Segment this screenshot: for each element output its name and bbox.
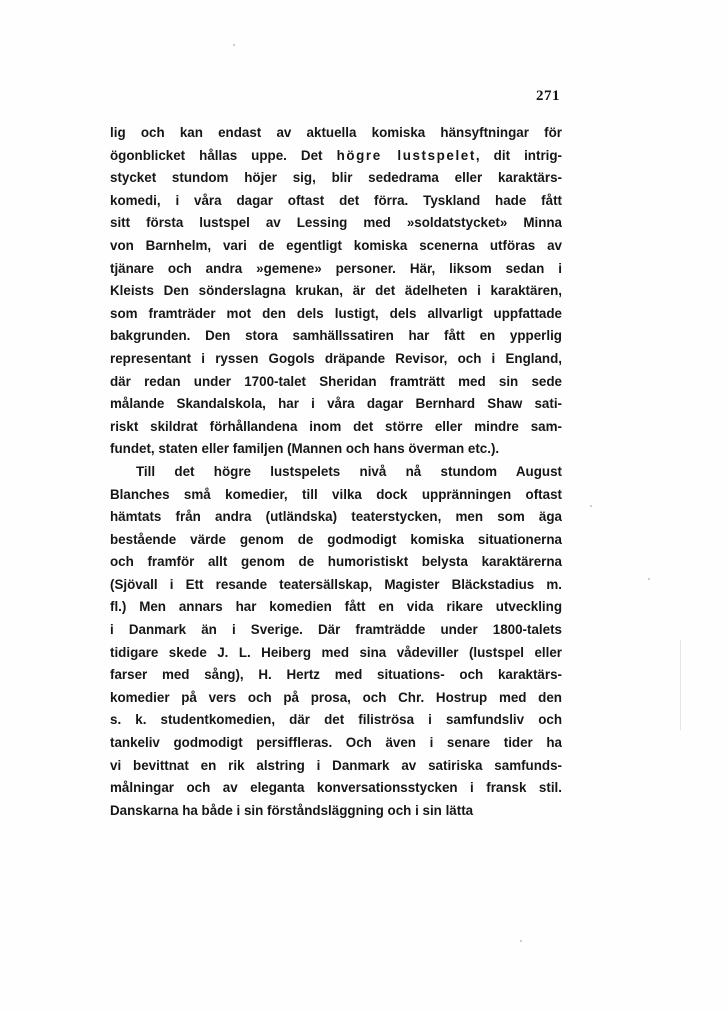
text-line (110, 596, 562, 619)
text-line (110, 687, 562, 710)
text-segment: , dit intrig- (475, 147, 563, 163)
text-line (110, 777, 562, 800)
text-line (110, 800, 562, 823)
text-segment: tidigare skede J. L. Heiberg med sina vådeviller (lustspel eller (110, 644, 562, 660)
text-line (110, 619, 562, 642)
text-segment: där redan under 1700-talet Sheridan framträtt med sin sede (110, 373, 562, 389)
text-line (110, 303, 562, 326)
text-line (110, 371, 562, 394)
text-segment: fl.) Men annars har komedien fått en vida rikare utveckling (110, 599, 562, 615)
text-segment: (Sjövall i Ett resande teatersällskap, Magister Bläckstadius m. (110, 576, 562, 592)
text-line (110, 529, 562, 552)
text-line (110, 551, 562, 574)
text-line (110, 574, 562, 597)
text-line (110, 506, 562, 529)
text-line (110, 258, 562, 281)
body-text (110, 122, 562, 822)
text-line (110, 484, 562, 507)
paper-speck (233, 44, 235, 46)
text-line (110, 755, 562, 778)
text-segment: Kleists Den sönderslagna krukan, är det ädelheten i karaktären, (110, 283, 562, 299)
text-segment: riskt skildrat förhållandena inom det större eller mindre sam- (110, 418, 562, 434)
text-line (110, 732, 562, 755)
paper-crease (680, 640, 681, 730)
text-segment: vi bevittnat en rik alstring i Danmark av satiriska samfunds- (110, 757, 562, 773)
text-line (110, 280, 562, 303)
text-segment: ögonblicket hållas uppe. Det (110, 147, 337, 163)
text-line (110, 235, 562, 258)
text-segment: sitt första lustspel av Lessing med »soldatstycket» Minna (110, 215, 562, 231)
paper-speck (520, 940, 522, 942)
text-line (110, 122, 562, 145)
text-line (110, 325, 562, 348)
text-segment: stycket stundom höjer sig, blir sededrama eller karaktärs- (110, 170, 562, 186)
text-segment: farser med sång), H. Hertz med situations- och karaktärs- (110, 667, 562, 683)
text-segment: tankeliv godmodigt persiffleras. Och även i senare tider ha (110, 735, 562, 751)
text-line (110, 348, 562, 371)
text-line (110, 461, 562, 484)
text-segment: lig och kan endast av aktuella komiska hänsyftningar för (110, 125, 562, 140)
text-segment: Danskarna ha både i sin förståndsläggning och i sin lätta (110, 802, 474, 818)
paper-speck (648, 578, 650, 580)
text-segment: fundet, staten eller familjen (Mannen och hans överman etc.). (110, 441, 500, 457)
text-segment: hämtats från andra (utländska) teaterstycken, men som äga (110, 509, 562, 525)
text-segment: komedi, i våra dagar oftast det förra. Tyskland hade fått (110, 192, 562, 208)
text-segment: s. k. studentkomedien, där det filiströsa i samfundsliv och (110, 712, 562, 728)
text-segment: målande Skandalskola, har i våra dagar Bernhard Shaw sati- (110, 396, 562, 412)
text-line (110, 438, 562, 461)
text-segment: i Danmark än i Sverige. Där framträdde under 1800-talets (110, 622, 562, 638)
text-segment: bestående värde genom de godmodigt komiska situationerna (110, 531, 562, 547)
text-segment: representant i ryssen Gogols dräpande Revisor, och i England, (110, 350, 562, 366)
text-segment: som framträder mot den dels lustigt, dels allvarligt uppfattade (110, 305, 562, 321)
text-line (110, 190, 562, 213)
text-segment: Blanches små komedier, till vilka dock uppränningen oftast (110, 486, 562, 502)
text-line (110, 145, 562, 168)
text-segment: komedier på vers och på prosa, och Chr. Hostrup med den (110, 689, 562, 705)
text-segment: och framför allt genom de humoristiskt belysta karaktärerna (110, 554, 562, 570)
paper-speck (590, 505, 592, 507)
text-segment: von Barnhelm, vari de egentligt komiska scenerna utföras av (110, 237, 562, 253)
text-line (110, 393, 562, 416)
text-segment: Till det högre lustspelets nivå nå stundom August (136, 463, 562, 479)
text-line (110, 167, 562, 190)
text-line (110, 664, 562, 687)
text-segment: målningar och av eleganta konversationsstycken i fransk stil. (110, 780, 562, 796)
text-line (110, 416, 562, 439)
page-number: 271 (536, 88, 560, 104)
text-line (110, 709, 562, 732)
text-line (110, 212, 562, 235)
text-segment: bakgrunden. Den stora samhällssatiren har fått en ypperlig (110, 328, 562, 344)
text-line (110, 642, 562, 665)
spaced-emphasis: högre lustspelet (336, 147, 476, 163)
text-segment: tjänare och andra »gemene» personer. Här, liksom sedan i (110, 260, 562, 276)
